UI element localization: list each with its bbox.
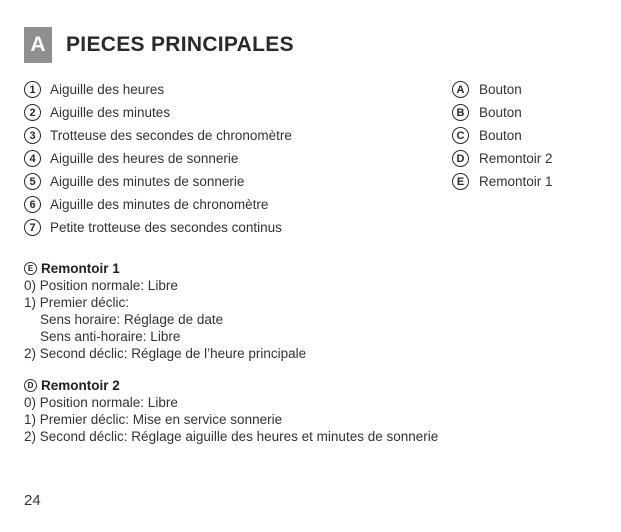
- part-label: Bouton: [479, 105, 522, 120]
- part-marker: 1: [24, 81, 41, 98]
- crown-1-heading: [24, 260, 306, 277]
- part-label: Aiguille des minutes de sonnerie: [50, 174, 245, 189]
- part-label: Remontoir 2: [479, 151, 553, 166]
- part-marker: D: [452, 150, 469, 167]
- part-marker: 2: [24, 104, 41, 121]
- crown-1-marker: E: [24, 262, 37, 275]
- part-label: Aiguille des minutes: [50, 105, 171, 120]
- instruction-line: 2) Second déclic: Réglage aiguille des heures et minutes de sonnerie: [24, 429, 439, 444]
- list-item: [24, 78, 292, 101]
- list-item: [452, 147, 553, 170]
- part-label: Petite trotteuse des secondes continus: [50, 220, 282, 235]
- instruction-line: 1) Premier déclic:: [24, 295, 130, 310]
- parts-list-numbered: [24, 78, 292, 239]
- part-label: Remontoir 1: [479, 174, 553, 189]
- list-item: [24, 124, 292, 147]
- part-label: Aiguille des heures de sonnerie: [50, 151, 239, 166]
- section-title: PIECES PRINCIPALES: [66, 33, 294, 56]
- part-label: Bouton: [479, 128, 522, 143]
- section-letter: A: [24, 27, 52, 63]
- list-item: [24, 147, 292, 170]
- part-marker: 6: [24, 196, 41, 213]
- crown-2-marker: D: [24, 379, 37, 392]
- list-item: [452, 78, 553, 101]
- instruction-line: 0) Position normale: Libre: [24, 395, 178, 410]
- crown-1-instructions: [24, 260, 306, 362]
- list-item: [24, 193, 292, 216]
- instruction-line: 2) Second déclic: Réglage de l’heure principale: [24, 346, 307, 361]
- list-item: [24, 101, 292, 124]
- instruction-line: 0) Position normale: Libre: [24, 278, 178, 293]
- crown-2-instructions: [24, 377, 438, 445]
- part-marker: 5: [24, 173, 41, 190]
- instruction-line: Sens horaire: Réglage de date: [40, 312, 224, 327]
- instruction-line: 1) Premier déclic: Mise en service sonnerie: [24, 412, 283, 427]
- part-label: Aiguille des heures: [50, 82, 165, 97]
- part-label: Trotteuse des secondes de chronomètre: [50, 128, 292, 143]
- part-marker: 4: [24, 150, 41, 167]
- instruction-line: Sens anti-horaire: Libre: [40, 329, 181, 344]
- part-marker: A: [452, 81, 469, 98]
- crown-2-heading: [24, 377, 438, 394]
- crown-2-title: Remontoir 2: [41, 378, 120, 393]
- part-marker: 3: [24, 127, 41, 144]
- crown-1-title: Remontoir 1: [41, 261, 120, 276]
- part-marker: B: [452, 104, 469, 121]
- part-label: Bouton: [479, 82, 522, 97]
- section-header: [24, 27, 294, 63]
- part-marker: E: [452, 173, 469, 190]
- list-item: [452, 170, 553, 193]
- list-item: [24, 216, 292, 239]
- list-item: [452, 101, 553, 124]
- part-marker: 7: [24, 219, 41, 236]
- part-label: Aiguille des minutes de chronomètre: [50, 197, 269, 212]
- list-item: [24, 170, 292, 193]
- part-marker: C: [452, 127, 469, 144]
- list-item: [452, 124, 553, 147]
- page-number: 24: [24, 492, 41, 509]
- parts-list-lettered: [452, 78, 553, 193]
